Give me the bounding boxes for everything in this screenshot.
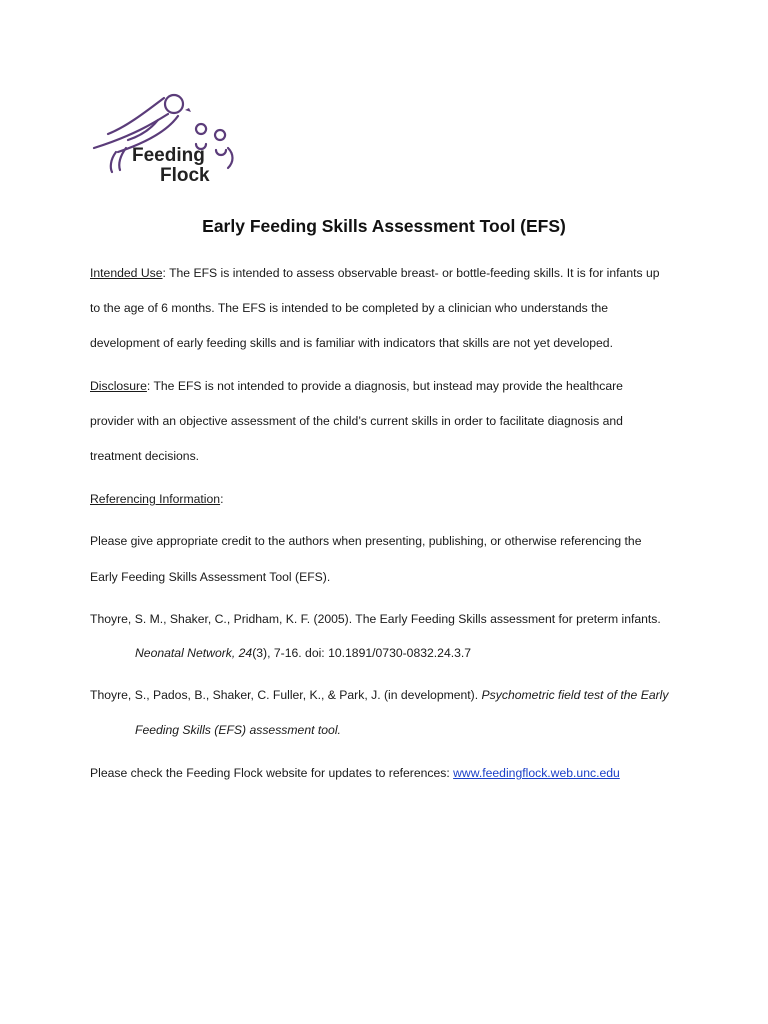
logo-text-flock: Flock xyxy=(160,165,210,186)
credit-line-2: Early Feeding Skills Assessment Tool (EFS). xyxy=(90,570,331,584)
reference-2-title-part-2: Feeding Skills (EFS) assessment tool. xyxy=(135,723,341,737)
disclosure-label: Disclosure xyxy=(90,379,147,393)
reference-1-details: (3), 7-16. doi: 10.1891/0730-0832.24.3.7 xyxy=(252,646,472,660)
website-line xyxy=(90,765,620,781)
disclosure-text: : The EFS is not intended to provide a diagnosis, but instead may provide the healthcare xyxy=(146,379,623,393)
website-text: Please check the Feeding Flock website for updates to references: xyxy=(90,766,454,780)
logo-text-feeding: Feeding xyxy=(132,145,205,166)
website-link[interactable]: www.feedingflock.web.unc.edu xyxy=(453,766,620,780)
referencing-colon: : xyxy=(220,492,224,506)
disclosure-paragraph-line-2: provider with an objective assessment of the child’s current skills in order to facilitate diagnosis and xyxy=(90,414,623,428)
intended-use-paragraph-line-2: to the age of 6 months. The EFS is intended to be completed by a clinician who understands the xyxy=(90,301,609,315)
intended-use-label: Intended Use xyxy=(90,266,163,280)
reference-2-authors: Thoyre, S., Pados, B., Shaker, C. Fuller, K., & Park, J. (in development). xyxy=(90,688,482,702)
reference-1-journal: Neonatal Network, 24 xyxy=(135,646,253,660)
referencing-label: Referencing Information xyxy=(90,492,221,506)
disclosure-paragraph-line-1 xyxy=(90,378,623,394)
reference-1-line-1: Thoyre, S. M., Shaker, C., Pridham, K. F. (2005). The Early Feeding Skills assessment for preterm infants. xyxy=(90,612,661,626)
intended-use-paragraph-line-3: development of early feeding skills and is familiar with indicators that skills are not yet developed. xyxy=(90,336,613,350)
disclosure-paragraph-line-3: treatment decisions. xyxy=(90,449,200,463)
page-title: Early Feeding Skills Assessment Tool (EFS) xyxy=(202,216,566,236)
intended-use-text: : The EFS is intended to assess observable breast- or bottle-feeding skills. It is for infants up xyxy=(162,266,660,280)
feeding-flock-logo xyxy=(88,90,238,186)
reference-2-title-part-1: Psychometric field test of the Early xyxy=(481,688,669,702)
referencing-heading xyxy=(90,491,223,507)
intended-use-paragraph-line-1 xyxy=(90,265,660,281)
reference-2-line-1 xyxy=(90,687,668,703)
reference-1-line-2 xyxy=(135,645,471,661)
credit-line-1: Please give appropriate credit to the authors when presenting, publishing, or otherwise referencing the xyxy=(90,534,642,548)
